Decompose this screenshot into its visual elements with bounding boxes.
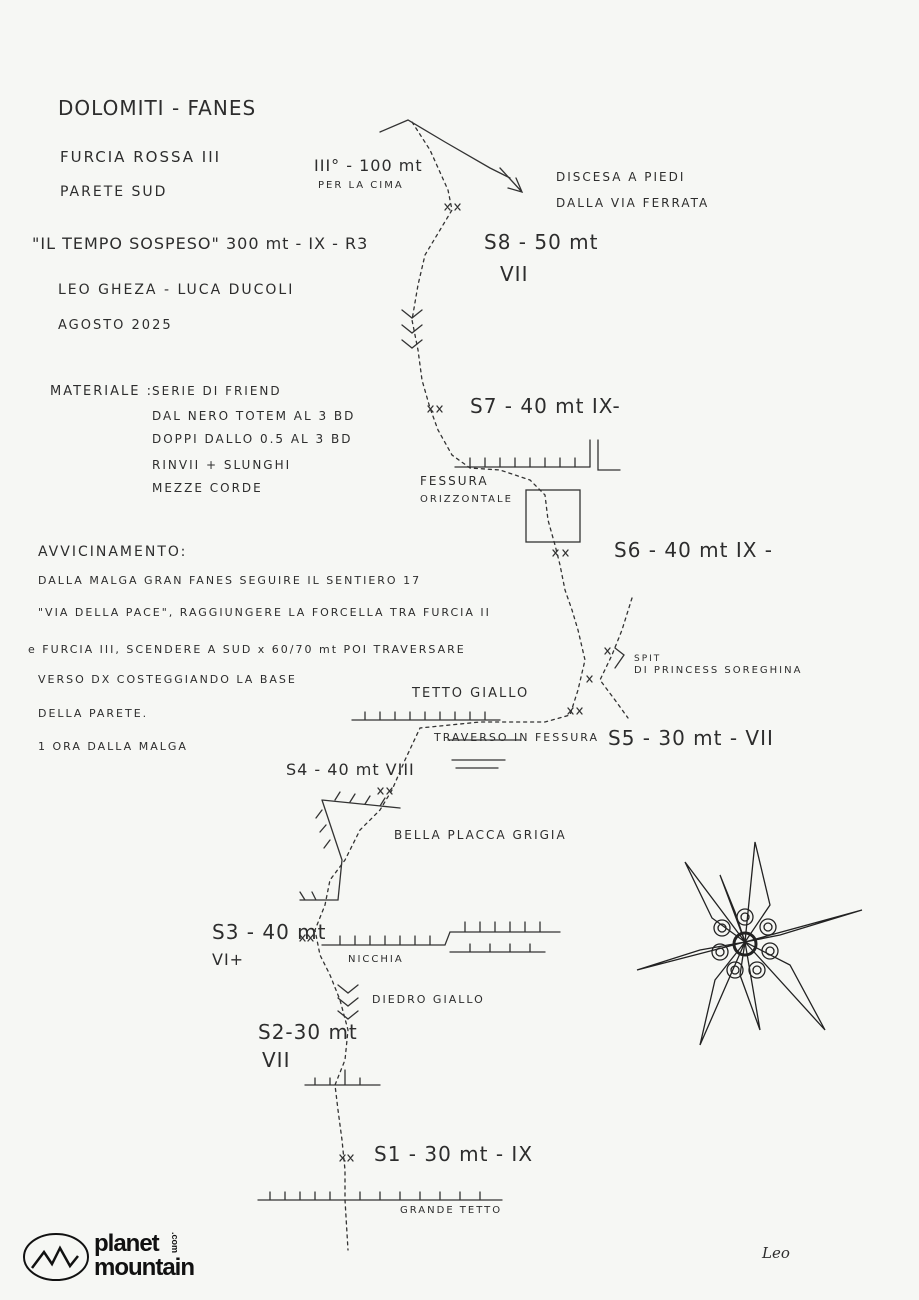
belay-s2-label: S2-30 mt bbox=[258, 1020, 358, 1044]
gear-line-2: DAL NERO TOTEM AL 3 BD bbox=[152, 409, 356, 423]
climbers: LEO GHEZA - LUCA DUCOLI bbox=[58, 282, 295, 298]
ledge-s7-ticks bbox=[470, 440, 590, 467]
approach-line-5: DELLA PARETE. bbox=[38, 707, 149, 720]
descent-line-2: DALLA VIA FERRATA bbox=[556, 196, 710, 210]
planetmountain-logo bbox=[22, 1230, 192, 1288]
overhang-s4 bbox=[300, 792, 400, 900]
approach-label: AVVICINAMENTO: bbox=[38, 544, 188, 560]
box-feature bbox=[526, 490, 580, 542]
descent-arrow bbox=[500, 168, 522, 192]
descent-line-1: DISCESA A PIEDI bbox=[556, 170, 686, 184]
gear-line-4: RINVII + SLUNGHI bbox=[152, 458, 292, 472]
belay-s8-label: S8 - 50 mt bbox=[484, 230, 599, 254]
edelweiss-flower bbox=[637, 842, 862, 1045]
belay-s7-label: S7 - 40 mt IX- bbox=[470, 394, 621, 418]
belay-s4-label: S4 - 40 mt VIII bbox=[286, 760, 415, 779]
gear-line-5: MEZZE CORDE bbox=[152, 481, 263, 495]
logo-word-mountain: mountain bbox=[94, 1254, 194, 1281]
region-title: DOLOMITI - FANES bbox=[58, 96, 257, 120]
gear-label: MATERIALE : bbox=[50, 384, 153, 399]
belay-s2-grade: VII bbox=[262, 1048, 291, 1072]
nicchia-label: NICCHIA bbox=[348, 954, 404, 965]
route-name: "IL TEMPO SOSPESO" 300 mt - IX - R3 bbox=[32, 234, 369, 253]
fessura-label-1: FESSURA bbox=[420, 474, 489, 488]
approach-line-4: VERSO DX COSTEGGIANDO LA BASE bbox=[38, 673, 297, 686]
alt-line bbox=[600, 598, 632, 718]
logo-word-planet: planet bbox=[94, 1230, 159, 1257]
gear-line-1: SERIE DI FRIEND bbox=[152, 384, 282, 398]
belay-s6-label: S6 - 40 mt IX - bbox=[614, 538, 774, 562]
approach-line-1: DALLA MALGA GRAN FANES SEGUIRE IL SENTIERO 17 bbox=[38, 574, 422, 587]
belay-s5-label: S5 - 30 mt - VII bbox=[608, 726, 774, 750]
ledge-s3-lower bbox=[450, 944, 545, 952]
mountain-logo-icon bbox=[22, 1230, 90, 1282]
gear-line-3: DOPPI DALLO 0.5 AL 3 BD bbox=[152, 432, 353, 446]
placca-label: BELLA PLACCA GRIGIA bbox=[394, 828, 567, 842]
belay-s3-grade: VI+ bbox=[212, 950, 245, 969]
ledge-s2 bbox=[305, 1070, 380, 1085]
belay-s8-grade: VII bbox=[500, 262, 529, 286]
author-signature: Leo bbox=[762, 1244, 790, 1262]
approach-line-6: 1 ORA DALLA MALGA bbox=[38, 740, 188, 753]
spit-label-2: DI PRINCESS SOREGHINA bbox=[634, 665, 803, 676]
logo-suffix: .com bbox=[170, 1232, 180, 1254]
approach-line-3: e FURCIA III, SCENDERE A SUD x 60/70 mt POI TRAVERSARE bbox=[28, 643, 466, 656]
ledge-s5 bbox=[352, 712, 500, 720]
spit-bracket bbox=[615, 648, 624, 668]
ledge-s3 bbox=[322, 922, 560, 945]
tetto-giallo-label: TETTO GIALLO bbox=[412, 686, 530, 701]
summit-note: PER LA CIMA bbox=[318, 180, 404, 191]
ascent-date: AGOSTO 2025 bbox=[58, 318, 173, 333]
summit-pitch-label: III° - 100 mt bbox=[314, 156, 423, 175]
belay-s1-label: S1 - 30 mt - IX bbox=[374, 1142, 534, 1166]
traverse-lines bbox=[448, 740, 520, 768]
ledge-s7 bbox=[455, 440, 620, 470]
peak-name: FURCIA ROSSA III bbox=[60, 148, 222, 166]
diedro-label: DIEDRO GIALLO bbox=[372, 993, 485, 1006]
belay-s3-label: S3 - 40 mt bbox=[212, 920, 327, 944]
traverso-label: TRAVERSO IN FESSURA bbox=[434, 731, 599, 744]
fessura-label-2: ORIZZONTALE bbox=[420, 494, 513, 505]
grande-tetto-label: GRANDE TETTO bbox=[400, 1205, 503, 1216]
wall-name: PARETE SUD bbox=[60, 184, 168, 200]
spit-label-1: SPIT bbox=[634, 654, 662, 664]
approach-line-2: "VIA DELLA PACE", RAGGIUNGERE LA FORCELLA TRA FURCIA II bbox=[38, 606, 491, 619]
roof-s1 bbox=[258, 1192, 502, 1200]
